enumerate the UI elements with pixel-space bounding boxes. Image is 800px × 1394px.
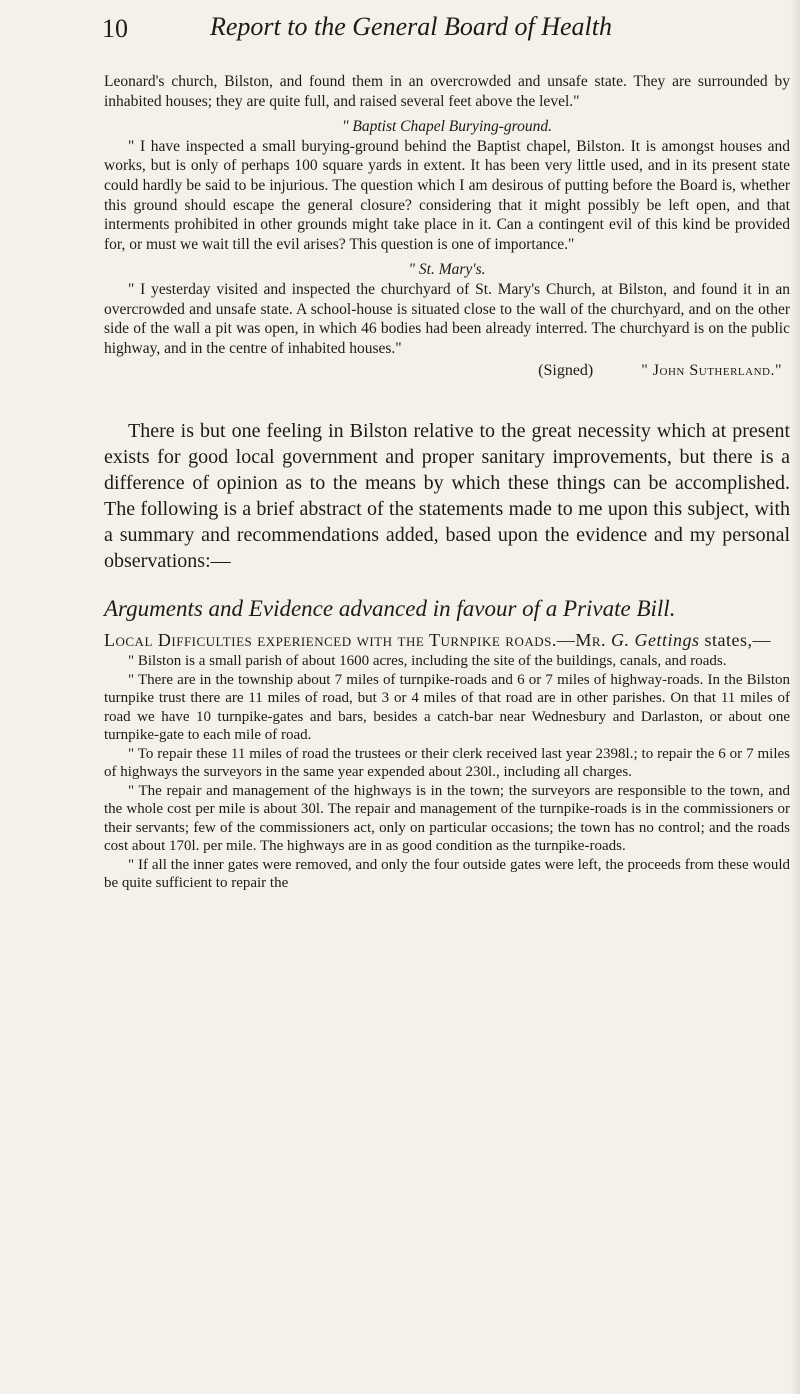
evidence-quote-2: " There are in the township about 7 miles of turnpike-roads and 6 or 7 miles of highway-roads. In the Bilston turnpike trust there are 11 miles of road, but 3 or 4 miles of that road are in other parishes. On that 11 miles of road we have 10 turnpike-gates and bars, besides a catch-bar near Wednesbury and Darlaston, or about one turnpike-gate to each mile of road.	[104, 671, 790, 744]
letter-paragraph-1: Leonard's church, Bilston, and found them in an overcrowded and unsafe state. They are surrounded by inhabited houses; they are quite full, and raised several feet above the level."	[104, 73, 790, 110]
page-edge-shadow	[790, 0, 800, 1394]
page-body	[104, 72, 790, 893]
evidence-quote-3: " To repair these 11 miles of road the trustees or their clerk received last year 2398l.; to repair the 6 or 7 miles of highways the surveyors in the same year expended about 230l., including all charges.	[104, 745, 790, 781]
letter-paragraph-2: " I have inspected a small burying-ground behind the Baptist chapel, Bilston. It is amongst houses and works, but is only of perhaps 100 square yards in extent. It has been very little used, and in its present state could hardly be said to be injurious. The question which I am desirous of putting before the Board is, whether this ground should escape the general closure? considering that it might possibly be left open, and that interments prohibited in other grounds might take place in it. Can a contingent evil of this kind be provided for, or must we wait till the evil arises? This question is one of importance."	[104, 137, 790, 253]
report-paragraph: There is but one feeling in Bilston relative to the great necessity which at present exists for good local government and proper sanitary improvements, but there is a difference of opinion as to the means by which these things can be accomplished. The following is a brief abstract of the statements made to me upon this subject, with a summary and recommendations added, based upon the evidence and my personal observations:—	[104, 420, 790, 573]
heading-local-rest: roads.—Mr.	[505, 630, 607, 651]
heading-local-lead: Local Difficulties experienced with the Turnpike	[104, 630, 501, 651]
signed-name: " John Sutherland."	[641, 362, 782, 380]
heading-baptist-chapel: " Baptist Chapel Burying-ground.	[341, 118, 552, 136]
heading-arguments: Arguments and Evidence advanced in favour of a Private Bill.	[104, 596, 676, 622]
letter-paragraph-3: " I yesterday visited and inspected the churchyard of St. Mary's Church, at Bilston, and found it in an overcrowded and unsafe state. A school-house is situated close to the wall of the churchyard, and on the other side of the wall a pit was open, in which 46 bodies had been already interred. The churchyard is on the public highway, and in the centre of inhabited houses."	[104, 280, 790, 357]
witness-name: G. Gettings	[611, 630, 700, 651]
running-title: Report to the General Board of Health	[210, 12, 612, 41]
page-number: 10	[102, 14, 128, 43]
signature-line	[104, 362, 790, 380]
heading-states: states,—	[704, 630, 772, 651]
heading-st-marys: " St. Mary's.	[408, 261, 486, 279]
evidence-quote-1: " Bilston is a small parish of about 1600 acres, including the site of the buildings, canals, and roads.	[128, 653, 727, 670]
heading-local-difficulties	[104, 628, 790, 652]
evidence-quote-5: " If all the inner gates were removed, and only the four outside gates were left, the proceeds from these would be quite sufficient to repair the	[104, 856, 790, 892]
signed-label: (Signed)	[538, 362, 594, 380]
evidence-quote-4: " The repair and management of the highways is in the town; the surveyors are responsible to the town, and the whole cost per mile is about 30l. The repair and management of the turnpike-roads is in the commissioners or their servants; few of the commissioners act, only on particular occasions; the town has no control; and the roads cost about 170l. per mile. The highways are in as good condition as the turnpike-roads.	[104, 782, 790, 855]
page-header	[0, 10, 800, 50]
